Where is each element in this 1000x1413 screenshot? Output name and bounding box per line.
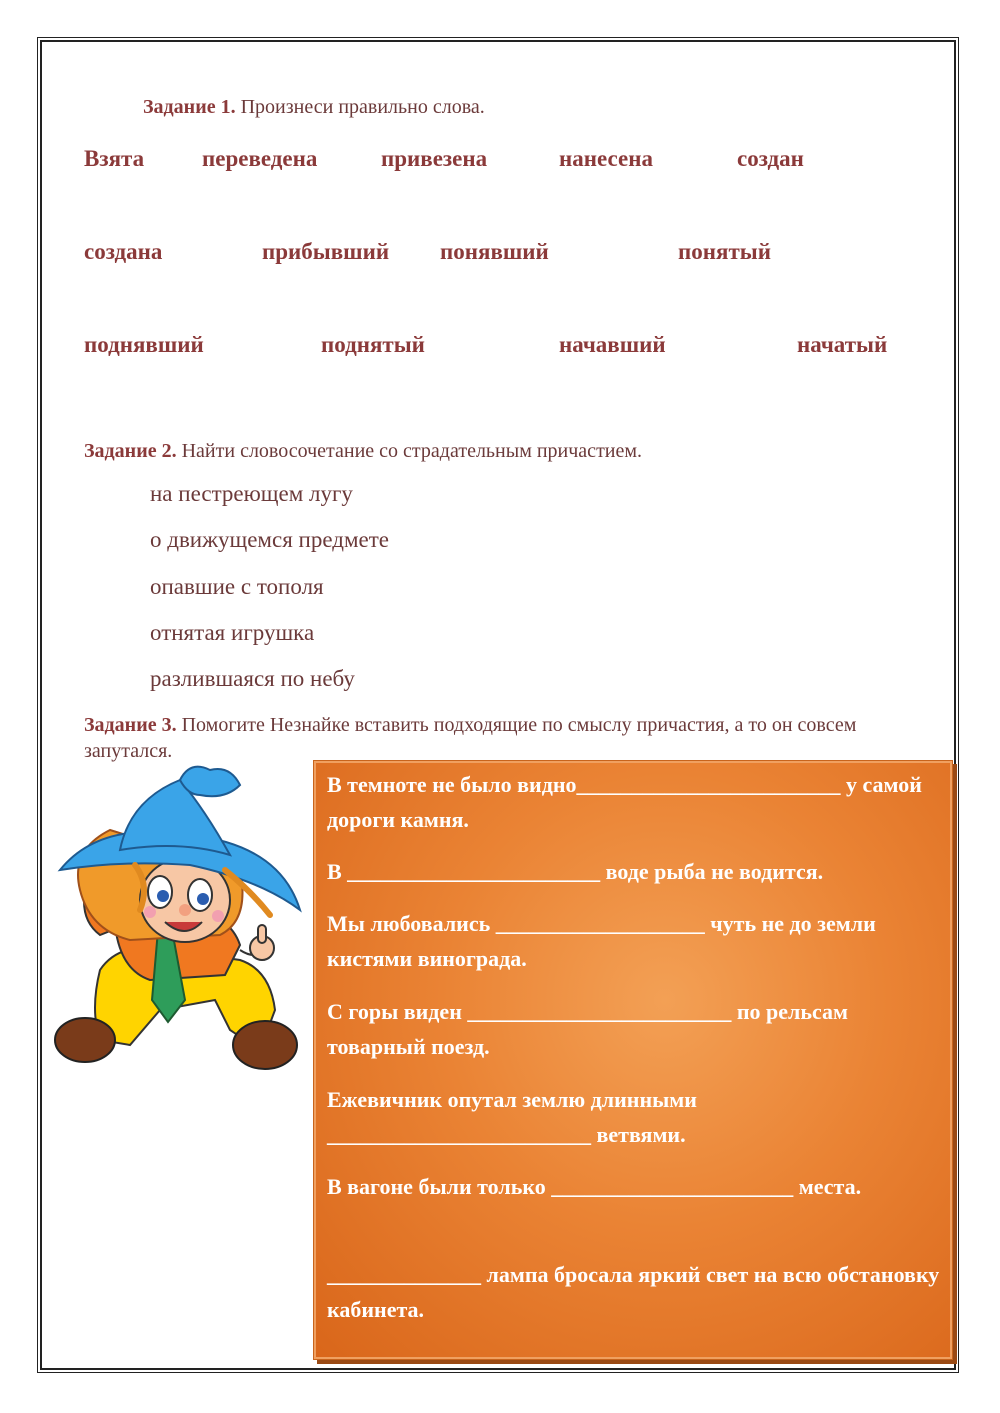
word: понятый	[678, 239, 771, 264]
task1-label: Задание 1.	[143, 96, 236, 118]
task3-heading	[84, 712, 944, 764]
exercise-sentence: С горы виден ________________________ по рельсам товарный поезд.	[327, 999, 849, 1059]
exercise-sentence: Ежевичник опутал землю длинными ________________________ ветвями.	[327, 1087, 697, 1147]
task2-label: Задание 2.	[84, 440, 177, 462]
exercise-sentence: ______________ лампа бросала яркий свет на всю обстановку кабинета.	[327, 1262, 940, 1322]
task1-heading	[143, 96, 485, 119]
exercise-sentence: Мы любовались ___________________ чуть не до земли кистями винограда.	[327, 911, 876, 971]
word: начатый	[797, 332, 888, 357]
word: понявший	[440, 239, 549, 264]
word: привезена	[381, 146, 488, 171]
task3-label: Задание 3.	[84, 714, 177, 736]
word: создана	[84, 239, 163, 264]
word: начавший	[559, 332, 666, 357]
word: Взята	[84, 146, 145, 171]
exercise-sentence: В темноте не было видно________________________ у самой дороги камня.	[327, 772, 922, 832]
option-item: отнятая игрушка	[150, 620, 315, 645]
word: прибывший	[262, 239, 390, 264]
exercise-sentence: В _______________________ воде рыба не водится.	[327, 859, 824, 884]
task2-text: Найти словосочетание со страдательным причастием.	[176, 440, 643, 462]
exercise-sentence: В вагоне были только ______________________ места.	[327, 1174, 862, 1199]
cartoon-boy-illustration	[40, 760, 310, 1080]
word: поднявший	[84, 332, 204, 357]
option-item: о движущемся предмете	[150, 527, 389, 552]
option-item: на пестреющем лугу	[150, 481, 353, 506]
option-item: опавшие с тополя	[150, 574, 324, 599]
exercise-panel	[313, 760, 953, 1360]
task1-text: Произнеси правильно слова.	[235, 96, 485, 118]
word: создан	[737, 146, 804, 171]
option-item: разлившаяся по небу	[150, 666, 355, 691]
word: поднятый	[321, 332, 425, 357]
task3-text: Помогите Незнайке вставить подходящие по смыслу причастия, а то он совсем запутался.	[84, 714, 857, 762]
word: переведена	[202, 146, 318, 171]
word: нанесена	[559, 146, 653, 171]
task2-heading	[84, 440, 642, 463]
